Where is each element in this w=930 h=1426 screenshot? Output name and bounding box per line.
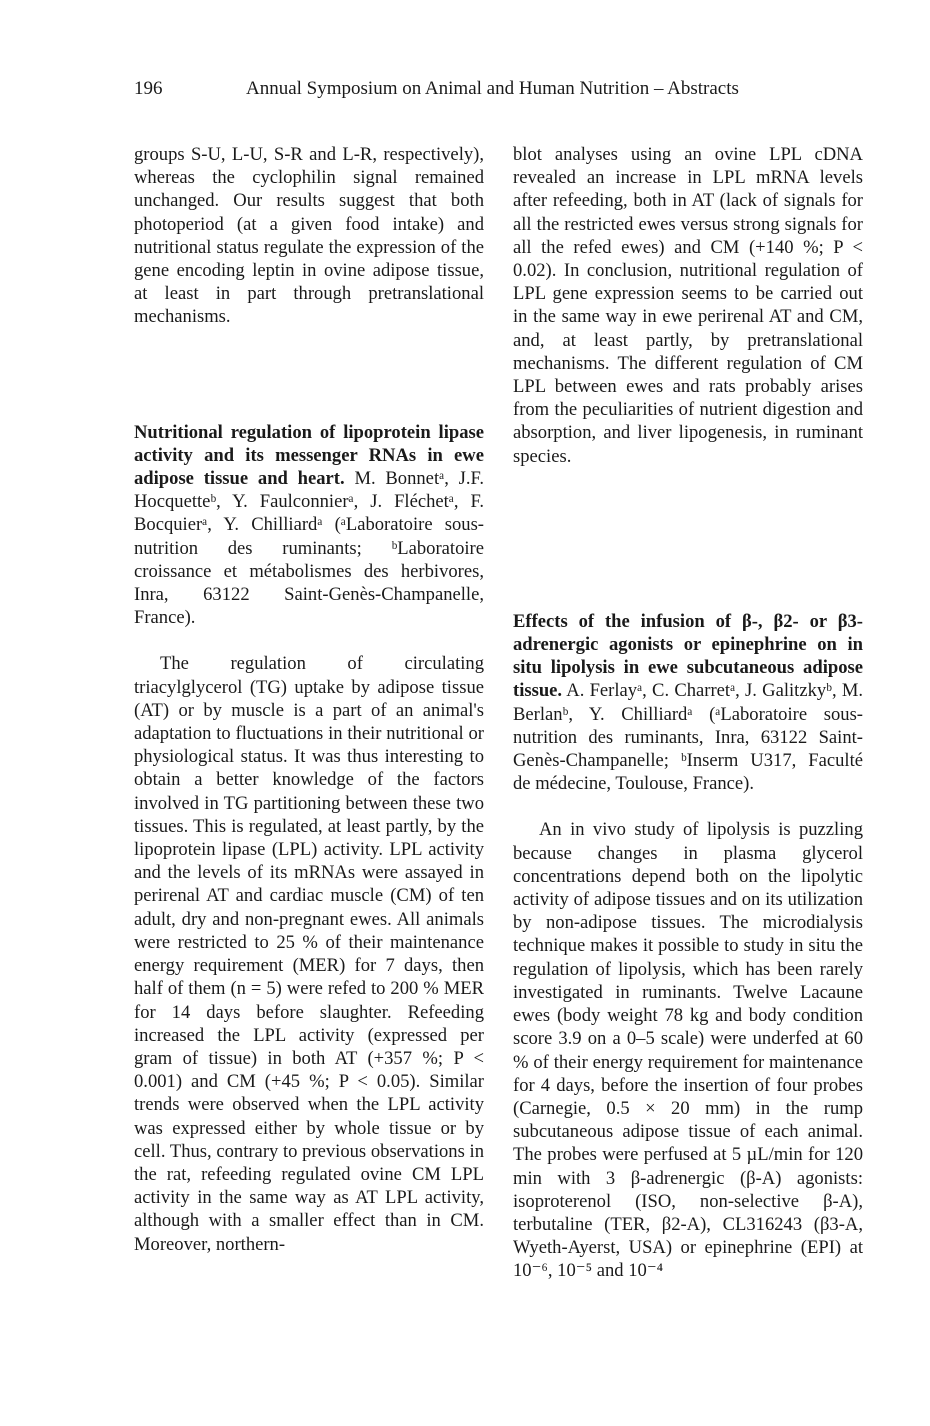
continuation-paragraph: blot analyses using an ovine LPL cDNA revealed an increase in LPL mRNA levels after refeeding, both in AT (lack of signals for all the restricted ewes versus strong signals for all the refed ewes) and CM (+140 %; P < 0.02). In conclusion, nutritional regulation of LPL gene expression seems to be carried out in the same way in ewe perirenal AT and CM, and, at least partly, by pretranslational mechanisms. The different regulation of CM LPL between ewes and rats probably arises from the peculiarities of nutrient digestion and absorption, and liver lipogenesis, in ruminant species. [513, 144, 863, 467]
abstract-authors: M. Bonnetᵃ, J.F. Hocquetteᵇ, Y. Faulconnierᵃ, J. Fléchetᵃ, F. Bocquierᵃ, Y. Chilliardᵃ (ᵃLaboratoire sous-nutrition des ruminants; ᵇLaboratoire croissance et métabolismes des herbivores, Inra, 63122 Saint-Genès-Champanelle, France). [134, 468, 484, 629]
page-header [134, 78, 794, 108]
abstract-body: An in vivo study of lipolysis is puzzling because changes in plasma glycerol concentrations depend both on the lipolytic activity of adipose tissues and on its utilization by non-adipose tissues. The microdialysis technique makes it possible to study in situ the regulation of lipolysis, which has been rarely investigated in ruminants. Twelve Lacaune ewes (body weight 78 kg and body condition score 3.9 on a 0–5 scale) were underfed at 60 % of their energy requirement for maintenance for 4 days, before the insertion of four probes (Carnegie, 0.5 × 20 mm) in the rump subcutaneous adipose tissue of each animal. The probes were perfused at 5 µL/min for 120 min with 3 β-adrenergic (β-A) agonists: isoproterenol (ISO, non-selective β-A), terbutaline (TER, β2-A), CL316243 (β3-A, Wyeth-Ayerst, USA) or epinephrine (EPI) at 10⁻⁶, 10⁻⁵ and 10⁻⁴ [513, 819, 863, 1282]
abstract-heading [513, 610, 863, 796]
abstract-body: The regulation of circulating triacylglycerol (TG) uptake by adipose tissue (AT) or by muscle is a part of an animal's adaptation to fluctuations in their nutritional or physiological status. It was thus interesting to obtain a better knowledge of the factors involved in TG partitioning between these two tissues. This is regulated, at least partly, by the lipoprotein lipase (LPL) activity. LPL activity and the levels of its mRNAs were assayed in perirenal AT and cardiac muscle (CM) of ten adult, dry and non-pregnant ewes. All animals were restricted to 25 % of their maintenance energy requirement (MER) for 7 days, then half of them (n = 5) were refed to 200 % MER for 14 days before slaughter. Refeeding increased the LPL activity (expressed per gram of tissue) in both AT (+357 %; P < 0.001) and CM (+45 %; P < 0.05). Similar trends were observed when the LPL activity was expressed either by whole tissue or by cell. Thus, contrary to previous observations in the rat, refeeding regulated ovine CM LPL activity in the same way as AT LPL activity, although with a smaller effect than in CM. Moreover, northern- [134, 653, 484, 1255]
left-column [134, 143, 484, 1256]
abstract-heading [134, 421, 484, 630]
abstract-authors: A. Ferlayᵃ, C. Charretᵃ, J. Galitzkyᵇ, M. Berlanᵇ, Y. Chilliardᵃ (ᵃLaboratoire sous-nutrition des ruminants, Inra, 63122 Saint-Genès-Champanelle; ᵇInserm U317, Faculté de médecine, Toulouse, France). [513, 680, 863, 795]
page-number: 196 [134, 78, 163, 99]
abstract-title: Effects of the infusion of β-, β2- or β3-adrenergic agonists or epinephrine on in situ lipolysis in ewe subcutaneous adipose tissue. [513, 610, 863, 702]
abstract-title: Nutritional regulation of lipoprotein lipase activity and its messenger RNAs in ewe adipose tissue and heart. [134, 421, 484, 490]
right-column [513, 143, 863, 1283]
running-title: Annual Symposium on Animal and Human Nutrition – Abstracts [246, 78, 739, 99]
continuation-paragraph: groups S-U, L-U, S-R and L-R, respectively), whereas the cyclophilin signal remained unchanged. Our results suggest that both photoperiod (at a given food intake) and nutritional status regulate the expression of the gene encoding leptin in ovine adipose tissue, at least in part through pretranslational mechanisms. [134, 144, 484, 328]
